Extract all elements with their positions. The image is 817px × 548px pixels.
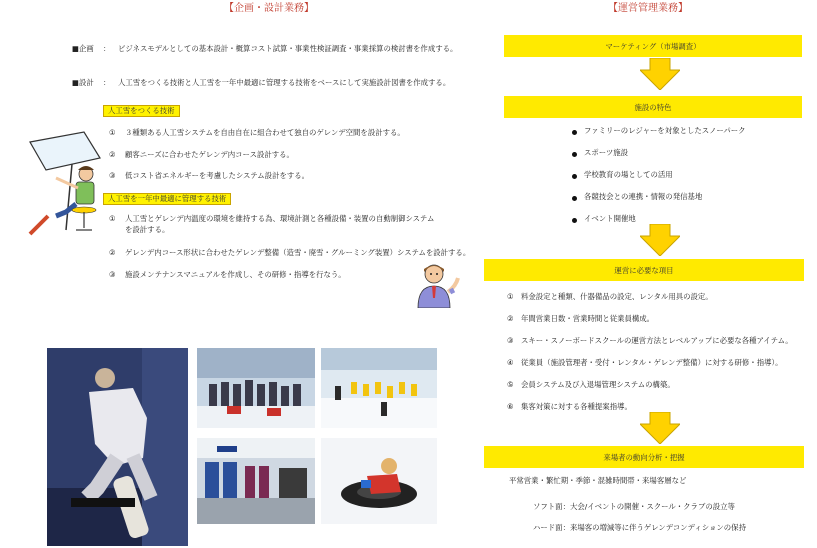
list1-item: 顧客ニーズに合わせたゲレンデ内コース設計する。 [125,150,294,159]
hard-aspect-text: ハード面：来場客の増減等に伴うゲレンデコンディションの保持 [533,523,746,532]
list2-item: 施設メンテナンスマニュアルを作成し、その研修・指導を行なう。 [125,270,346,279]
ops-num: ④ [507,358,514,367]
feature-item: 各競技会との連携・情報の発信基地 [584,192,703,201]
list1-num: ① [109,128,116,137]
ops-item: 年間営業日数・営業時間と従業員構成。 [521,314,655,323]
list1-item: 低コスト省エネルギーを考慮したシステム設計をする。 [125,171,310,180]
tag-snow-management: 人工雪を一年中最適に管理する技術 [103,193,231,205]
design-row-colon: ： [103,78,111,87]
ops-item: 会員システム及び入退場管理システムの構築。 [521,380,675,389]
feature-item: ファミリーのレジャーを対象としたスノーパーク [584,126,746,135]
plan-row-colon: ： [103,44,111,53]
tag-snow-making: 人工雪をつくる技術 [103,105,180,117]
visitor-analysis-bar: 来場者の動向分析・把握 [484,446,804,468]
soft-aspect-text: ソフト面：大会/イベントの開催・スクール・クラブの設立等 [533,502,735,511]
list2-num: ① [109,214,116,223]
feature-item: イベント開催地 [584,214,636,223]
feature-item: 学校教育の場としての活用 [584,170,673,179]
bullet-icon [572,130,577,135]
ops-num: ⑤ [507,380,514,389]
down-arrow-icon [640,412,680,444]
list1-num: ② [109,150,116,159]
plan-row-text: ビジネスモデルとしての基本設計・概算コスト試算・事業性検証調査・事業採算の検討書を作成する。 [118,44,458,53]
snowboarder-photo [47,348,188,546]
list2-num: ② [109,248,116,257]
bullet-icon [572,196,577,201]
features-bar: 施設の特色 [504,96,802,118]
ops-item: スキー・スノーボードスクールの運営方法とレベルアップに必要な各種アイテム。 [521,336,793,345]
staff-illustration [414,262,462,308]
ski-school-photo [321,348,437,428]
snow-tube-photo [321,438,437,524]
list2-item: 人工雪とゲレンデ内温度の環境を維持する為、環境計測と各種設備・装置の自動制御システム [125,214,435,223]
down-arrow-icon [640,58,680,90]
down-arrow-icon [640,224,680,256]
ops-num: ① [507,292,514,301]
ops-num: ③ [507,336,514,345]
list2-num: ③ [109,270,116,279]
list2-item-cont: を設計する。 [125,225,170,234]
bullet-icon [572,218,577,223]
marketing-bar: マーケティング（市場調査） [504,35,802,57]
rental-shop-photo [197,438,315,524]
analysis-text: 平常営業・繁忙期・季節・混雑時間帯・来場客層など [509,476,687,485]
design-row-label: ■設計 [72,78,94,87]
bullet-icon [572,152,577,157]
plan-row-label: ■企画 [72,44,94,53]
design-row-text: 人工雪をつくる技術と人工雪を一年中最適に管理する技術をベースにして実施設計図書を作成する。 [118,78,451,87]
ops-num: ② [507,314,514,323]
ops-item: 従業員（施設管理者・受付・レンタル・ゲレンデ整備）に対する研修・指導）。 [521,358,783,367]
designer-illustration [26,130,110,240]
feature-item: スポーツ施設 [584,148,629,157]
list2-item: ゲレンデ内コース形状に合わせたゲレンデ整備（造雪・廃雪・グルーミング装置）システムを設計する。 [125,248,471,257]
ops-num: ⑥ [507,402,514,411]
operations-header: 【運営管理業務】 [608,3,688,14]
operations-items-bar: 運営に必要な項目 [484,259,804,281]
planning-header: 【企画・設計業務】 [224,3,314,14]
ops-item: 集客対策に対する各種提案指導。 [521,402,632,411]
list1-num: ③ [109,171,116,180]
group-photo [197,348,315,428]
bullet-icon [572,174,577,179]
ops-item: 料金設定と種類、什器備品の設定、レンタル用具の設定。 [521,292,713,301]
list1-item: ３種類ある人工雪システムを自由自在に組合わせて独自のゲレンデ空間を設計する。 [125,128,405,137]
